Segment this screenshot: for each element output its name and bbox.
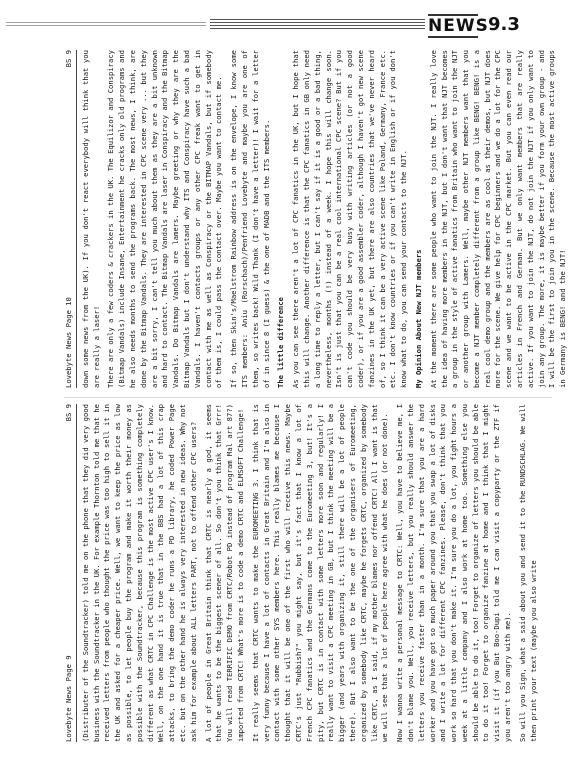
- section-heading: The little difference: [276, 297, 286, 388]
- left-page-title: Lovebyte News Page 9: [64, 655, 73, 742]
- left-page-code: BS 9: [64, 404, 73, 422]
- left-paragraph: (Distributer of the Soundtracker) told me on the phone that they did very good business with the Soundtracker in the UK. For example Thornton told me that he received letters from people who thought the price was too high to sell it in the UK and asked for a cheaper price. Well, we want to keep the price as low as possible, to let people buy the program and make it worth their money as possible with the Soundtracker, because this program is something completely different as what CRTC in CPC Challenge is the most active CPC user's I know. Well, on the one hand it is true that in the BBS had a lot of this crap attacks, to bring the demo coder he runs a PD library, he coded Power Page etc. but on the other hand he is always very interested in new ideas. Why not ask him for example about ALL letters PART, not to offend other CPC users?: [80, 404, 198, 742]
- rotated-spread: [64, 44, 568, 744]
- left-paragraph: So will you Sign, what a said about you and send it to the RUNDSCHLAG. We will then print your text (maybe you also write: [517, 404, 538, 742]
- left-paragraph: Now I wanna write a personal message to CRTC: Well, you have to believe me, I don't blame you. Well, you receive letters, but you really should answer the letters you receive faster than in a month. I'm sure that you are a hard worker and you have got so much paper around you that you swap a lot of disks and I write a lot for different CPC fanzines. Please, don't think that you work so hard that you don't make it. I'm sure you do a lot, you fight hours a week at a little company and I also work at home too. Something else you should be able to do it, too! Forget to organize of letters you should be able to do it too! Forget to organize fanzine at home and I think that I might visit it (if you But Boo-Dupi told me I can visit a copyparty or the ZTF if you aren't too angry with me).: [395, 404, 513, 742]
- banner-stripes-left: [6, 22, 206, 28]
- right-paragraph: If so, then Skin's/Maelstrom Rainbow address is on the envelope, I know some ITS members: Aniu (Rorschach)/Penfriend Lovebyte and maybe you are one of them, so writes back! Wild Thank (I don't have a letter)! I wait for a letter of in since 8 (I guess) & the one of MADB and the ITS members.: [229, 50, 271, 388]
- page-divider: [64, 397, 552, 398]
- right-paragraph: There are only a few coders & crackers in the UK. The Equilizor and Conspiracy (Bitmap Vandals) include Insane, Entertainment he cracks only old programs and he also needs months to send the programs back. The most news, I think, are done by the Bitmap Vandals. They are interested in CPC scene very ... but they are a bit sorry, I can't tell you much about them as they are a bit unknown and hard to contact. The Bitmap Vandals are laser in Conspiracy and the Bitmap Vandals. Do Bitmap Vandals are lamers. Maybe greeting or why they are the Bitmap Vandals but I don't understand why ITS and Conspiracy have such a bad Vandals. I haven't contacts groups or any other CPC freak want to get in contact with me as well as Conspiracy or the BITMAP Vandals, but if somebody of them is, I could pass the contact over. Maybe you want to contact me.: [106, 50, 224, 388]
- left-page-header: [64, 404, 77, 742]
- right-paragraph: At the moment there are some people who want to join the NJT. I really love the idea of having more members in the NJT, but I don't want that NJT becomes a group in the style of active fanatics from Britain who want to join the NJT or another group with Lamers. Well, maybe other NJT members want that you become a NJT member completely different from a group like BENG! BENG! is a real cool demo group and the members are as cool as their demos, but NJT does more for the scene. We give help for CPC beginners and we do a lot for the CPC scene and we want to be active in the CPC market. But you can even read our articles in French and German. But we only want members that are really active. If you want to join the NJT, do not join the NJT if you only want to join any group. The more, it is maybe better if you form your own group - and I will be the first to join you in the scene. Because the most active groups in Germany is BENG! and the NJT!: [428, 50, 568, 388]
- right-page-title: Lovebyte News Page 10: [64, 297, 73, 388]
- right-paragraph: As you can see there aren't a lot of CPC fanatics in the UK, but I hope that this will change. Another difference is that the CPC fanatics in GB only need a long time to reply a letter, but I can't say if it is a good or a bad thing, nevertheless, months (!) instead of a week. I hope this will change soon. Isn't is just that you can be a real cool international CPC scene? But if you can't code you should be very busy with writing articles (or not a good coder), or if you are a good assembler coder, although I haven't got new scene fanzines in the UK yet, but there are also countries that we've never heard of, so I think it can be a very active scene like Poland, Germany, France etc. etc. I don't know countries or if you can't write in English or if you don't know what to do, you can send your contacts to the NJT.: [291, 50, 409, 388]
- right-page-header: [64, 50, 77, 388]
- news-logo: NEWS: [428, 16, 489, 36]
- page-number: 9.3: [488, 14, 520, 35]
- left-paragraph: It really seems that CRTC wants to make the EUROMEETING 3. I think that is very funny because I have a lot of contacts in Great Britain and I'm also in contact with some other SYS members here. This really blames me because I thought that it will be one of the first who will receive this news. Maybe CRTC's just "Rubbish?" you might say, but it's fact that I know a lot of French CPC fanatics and the Germans come to the Euromeeting 3, but! It's a pity, but CRTC is in contact with some letters more soon and regularly! I really want to visit a CPC meeting in GB, but I think the meeting will be a bigger (and years with organizing it, still there will be a lot of people there). But I also want to be the one of the organisers of Euromeeting, organized by somebody like CRTC, maybe he forgets CRTC, organized by somebody like CRTC, as I said, if my mother blames nor offend CRTC! All I want is that we will see that a lot of people here agree with what he does (or not done).: [250, 404, 390, 742]
- right-page: [64, 50, 568, 388]
- right-paragraph: down some news from the UK). If you don't react everybody will think that you are really a laser!: [80, 50, 101, 388]
- banner-stripes: [210, 19, 425, 31]
- left-page: [64, 404, 552, 742]
- left-paragraph: A lot of people in Great Britain think that CRTC is nearly a god, it seems that he wants to be the biggest scener of all. So don't you think that Grrr! You will read TERRIFIC DEMO from CRTC/Robot PD instead of program Mal art 87?) imported from CRTC! What's more is to code a demo CRTC and ELMSOFT Challenge!: [203, 404, 245, 742]
- page-banner: [0, 8, 543, 48]
- right-page-code: BS 9: [64, 50, 73, 68]
- section-heading: My Opinion About New NJT members: [413, 249, 423, 388]
